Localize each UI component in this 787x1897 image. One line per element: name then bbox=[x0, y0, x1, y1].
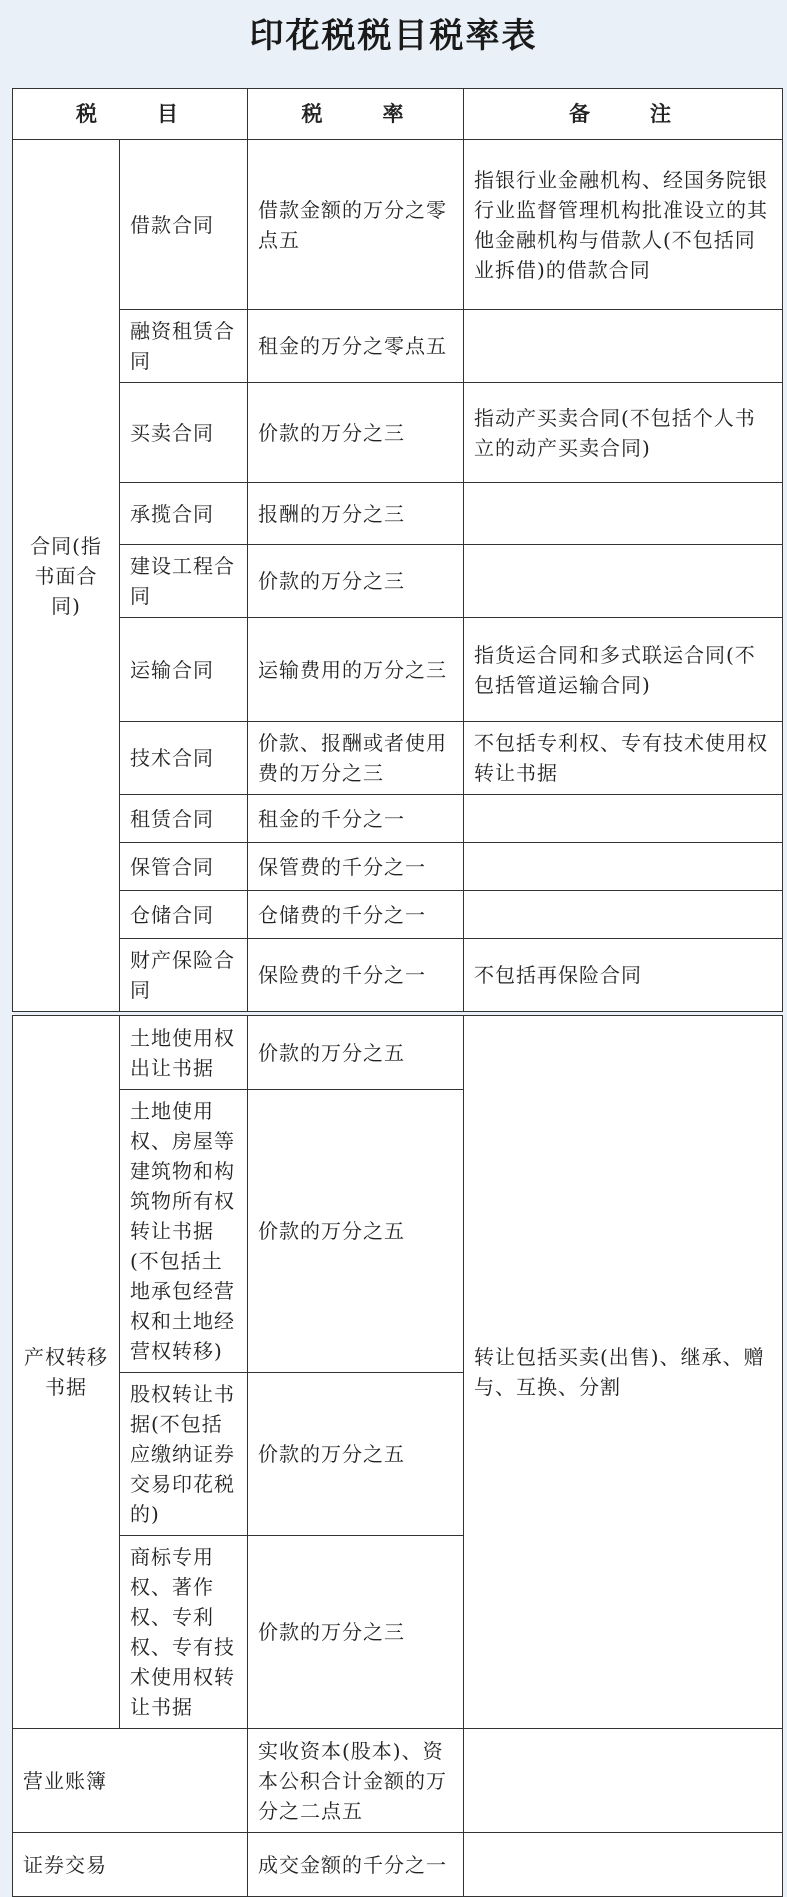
table-row bbox=[13, 1729, 783, 1833]
rate-cell: 价款的万分之五 bbox=[248, 1016, 464, 1090]
item-cell: 证券交易 bbox=[13, 1833, 248, 1897]
rate-cell: 报酬的万分之三 bbox=[248, 483, 464, 545]
category-contracts: 合同(指书面合同) bbox=[13, 140, 120, 1012]
rate-cell: 价款的万分之五 bbox=[248, 1373, 464, 1536]
item-cell: 技术合同 bbox=[120, 722, 248, 795]
rate-cell: 价款的万分之五 bbox=[248, 1090, 464, 1373]
rate-cell: 租金的千分之一 bbox=[248, 795, 464, 843]
item-cell: 保管合同 bbox=[120, 843, 248, 891]
note-cell: 指货运合同和多式联运合同(不包括管道运输合同) bbox=[464, 618, 783, 722]
item-cell: 股权转让书据(不包括应缴纳证券交易印花税的) bbox=[120, 1373, 248, 1536]
table-row bbox=[13, 722, 783, 795]
note-cell bbox=[464, 795, 783, 843]
table-row bbox=[13, 843, 783, 891]
item-cell: 商标专用权、著作权、专利权、专有技术使用权转让书据 bbox=[120, 1536, 248, 1729]
table-row bbox=[13, 939, 783, 1012]
rate-cell: 运输费用的万分之三 bbox=[248, 618, 464, 722]
note-cell bbox=[464, 483, 783, 545]
table-row bbox=[13, 891, 783, 939]
note-cell: 指动产买卖合同(不包括个人书立的动产买卖合同) bbox=[464, 383, 783, 483]
rate-cell: 保管费的千分之一 bbox=[248, 843, 464, 891]
item-cell: 财产保险合同 bbox=[120, 939, 248, 1012]
item-cell: 土地使用权出让书据 bbox=[120, 1016, 248, 1090]
rate-cell: 保险费的千分之一 bbox=[248, 939, 464, 1012]
item-cell: 仓储合同 bbox=[120, 891, 248, 939]
category-property: 产权转移书据 bbox=[13, 1016, 120, 1729]
note-cell bbox=[464, 1729, 783, 1833]
item-cell: 运输合同 bbox=[120, 618, 248, 722]
header-rate: 税 率 bbox=[248, 89, 464, 140]
item-cell: 营业账簿 bbox=[13, 1729, 248, 1833]
item-cell: 融资租赁合同 bbox=[120, 310, 248, 383]
tax-rate-table bbox=[12, 88, 783, 1897]
item-cell: 借款合同 bbox=[120, 140, 248, 310]
note-cell bbox=[464, 310, 783, 383]
table-row bbox=[13, 1833, 783, 1897]
note-cell: 转让包括买卖(出售)、继承、赠与、互换、分割 bbox=[464, 1016, 783, 1729]
table-row bbox=[13, 618, 783, 722]
rate-cell: 实收资本(股本)、资本公积合计金额的万分之二点五 bbox=[248, 1729, 464, 1833]
table-row bbox=[13, 483, 783, 545]
note-cell: 不包括专利权、专有技术使用权转让书据 bbox=[464, 722, 783, 795]
rate-cell: 价款的万分之三 bbox=[248, 545, 464, 618]
item-cell: 租赁合同 bbox=[120, 795, 248, 843]
rate-cell: 成交金额的千分之一 bbox=[248, 1833, 464, 1897]
header-item: 税 目 bbox=[13, 89, 248, 140]
note-cell bbox=[464, 891, 783, 939]
rate-cell: 借款金额的万分之零点五 bbox=[248, 140, 464, 310]
header-row bbox=[13, 89, 783, 140]
item-cell: 承揽合同 bbox=[120, 483, 248, 545]
table-row bbox=[13, 140, 783, 310]
note-cell bbox=[464, 545, 783, 618]
item-cell: 买卖合同 bbox=[120, 383, 248, 483]
item-cell: 建设工程合同 bbox=[120, 545, 248, 618]
table-row bbox=[13, 1016, 783, 1090]
note-cell: 不包括再保险合同 bbox=[464, 939, 783, 1012]
table-row bbox=[13, 795, 783, 843]
table-row bbox=[13, 545, 783, 618]
item-cell: 土地使用权、房屋等建筑物和构筑物所有权转让书据(不包括土地承包经营权和土地经营权转移) bbox=[120, 1090, 248, 1373]
rate-cell: 租金的万分之零点五 bbox=[248, 310, 464, 383]
rate-cell: 价款的万分之三 bbox=[248, 383, 464, 483]
note-cell bbox=[464, 843, 783, 891]
rate-cell: 价款的万分之三 bbox=[248, 1536, 464, 1729]
rate-cell: 仓储费的千分之一 bbox=[248, 891, 464, 939]
header-note: 备 注 bbox=[464, 89, 783, 140]
rate-cell: 价款、报酬或者使用费的万分之三 bbox=[248, 722, 464, 795]
table-row bbox=[13, 310, 783, 383]
table-row bbox=[13, 383, 783, 483]
note-cell bbox=[464, 1833, 783, 1897]
page-title: 印花税税目税率表 bbox=[249, 16, 538, 56]
note-cell: 指银行业金融机构、经国务院银行业监督管理机构批准设立的其他金融机构与借款人(不包括同业拆借)的借款合同 bbox=[464, 140, 783, 310]
